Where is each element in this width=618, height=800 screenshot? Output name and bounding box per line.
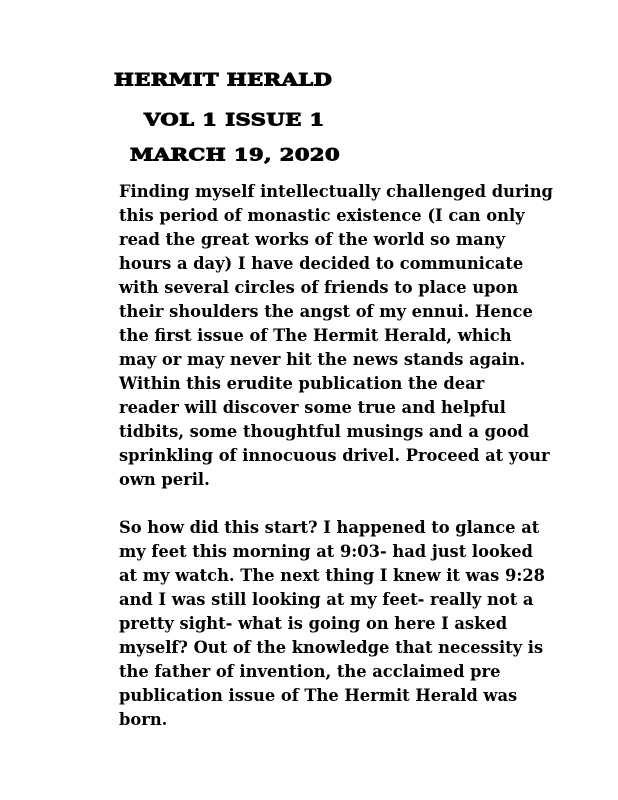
text-line: my feet this morning at 9:03- had just looked <box>119 542 533 561</box>
text-line: born. <box>119 710 168 729</box>
text-line: myself? Out of the knowledge that necessity is <box>119 638 544 657</box>
text-line: publication issue of The Hermit Herald was <box>119 686 518 705</box>
text-line: hours a day) I have decided to communicate <box>119 254 524 273</box>
text-line: this period of monastic existence (I can only <box>119 206 525 225</box>
text-line: sprinkling of innocuous drivel. Proceed at your <box>119 446 550 465</box>
text-line: own peril. <box>119 470 210 489</box>
text-line: Finding myself intellectually challenged during <box>119 182 553 201</box>
text-line: may or may never hit the news stands again. <box>119 350 526 369</box>
text-line: Within this erudite publication the dear <box>119 374 485 393</box>
article-paragraph-2 <box>119 516 544 732</box>
volume-issue: VOL 1 ISSUE 1 <box>144 109 325 130</box>
issue-date: MARCH 19, 2020 <box>130 144 341 165</box>
article-paragraph-1 <box>119 180 553 492</box>
text-line: tidbits, some thoughtful musings and a good <box>119 422 530 441</box>
text-line: and I was still looking at my feet- really not a <box>119 590 534 609</box>
text-line: read the great works of the world so many <box>119 230 505 249</box>
text-line: with several circles of friends to place upon <box>119 278 519 297</box>
text-line: their shoulders the angst of my ennui. Hence <box>119 302 533 321</box>
text-line: So how did this start? I happened to glance at <box>119 518 540 537</box>
text-line: the first issue of The Hermit Herald, which <box>119 326 512 345</box>
newsletter-title: HERMIT HERALD <box>114 69 333 90</box>
text-line: reader will discover some true and helpful <box>119 398 506 417</box>
text-line: the father of invention, the acclaimed pre <box>119 662 501 681</box>
article-body <box>119 180 553 732</box>
text-line: pretty sight- what is going on here I asked <box>119 614 508 633</box>
text-line: at my watch. The next thing I knew it was 9:28 <box>119 566 545 585</box>
